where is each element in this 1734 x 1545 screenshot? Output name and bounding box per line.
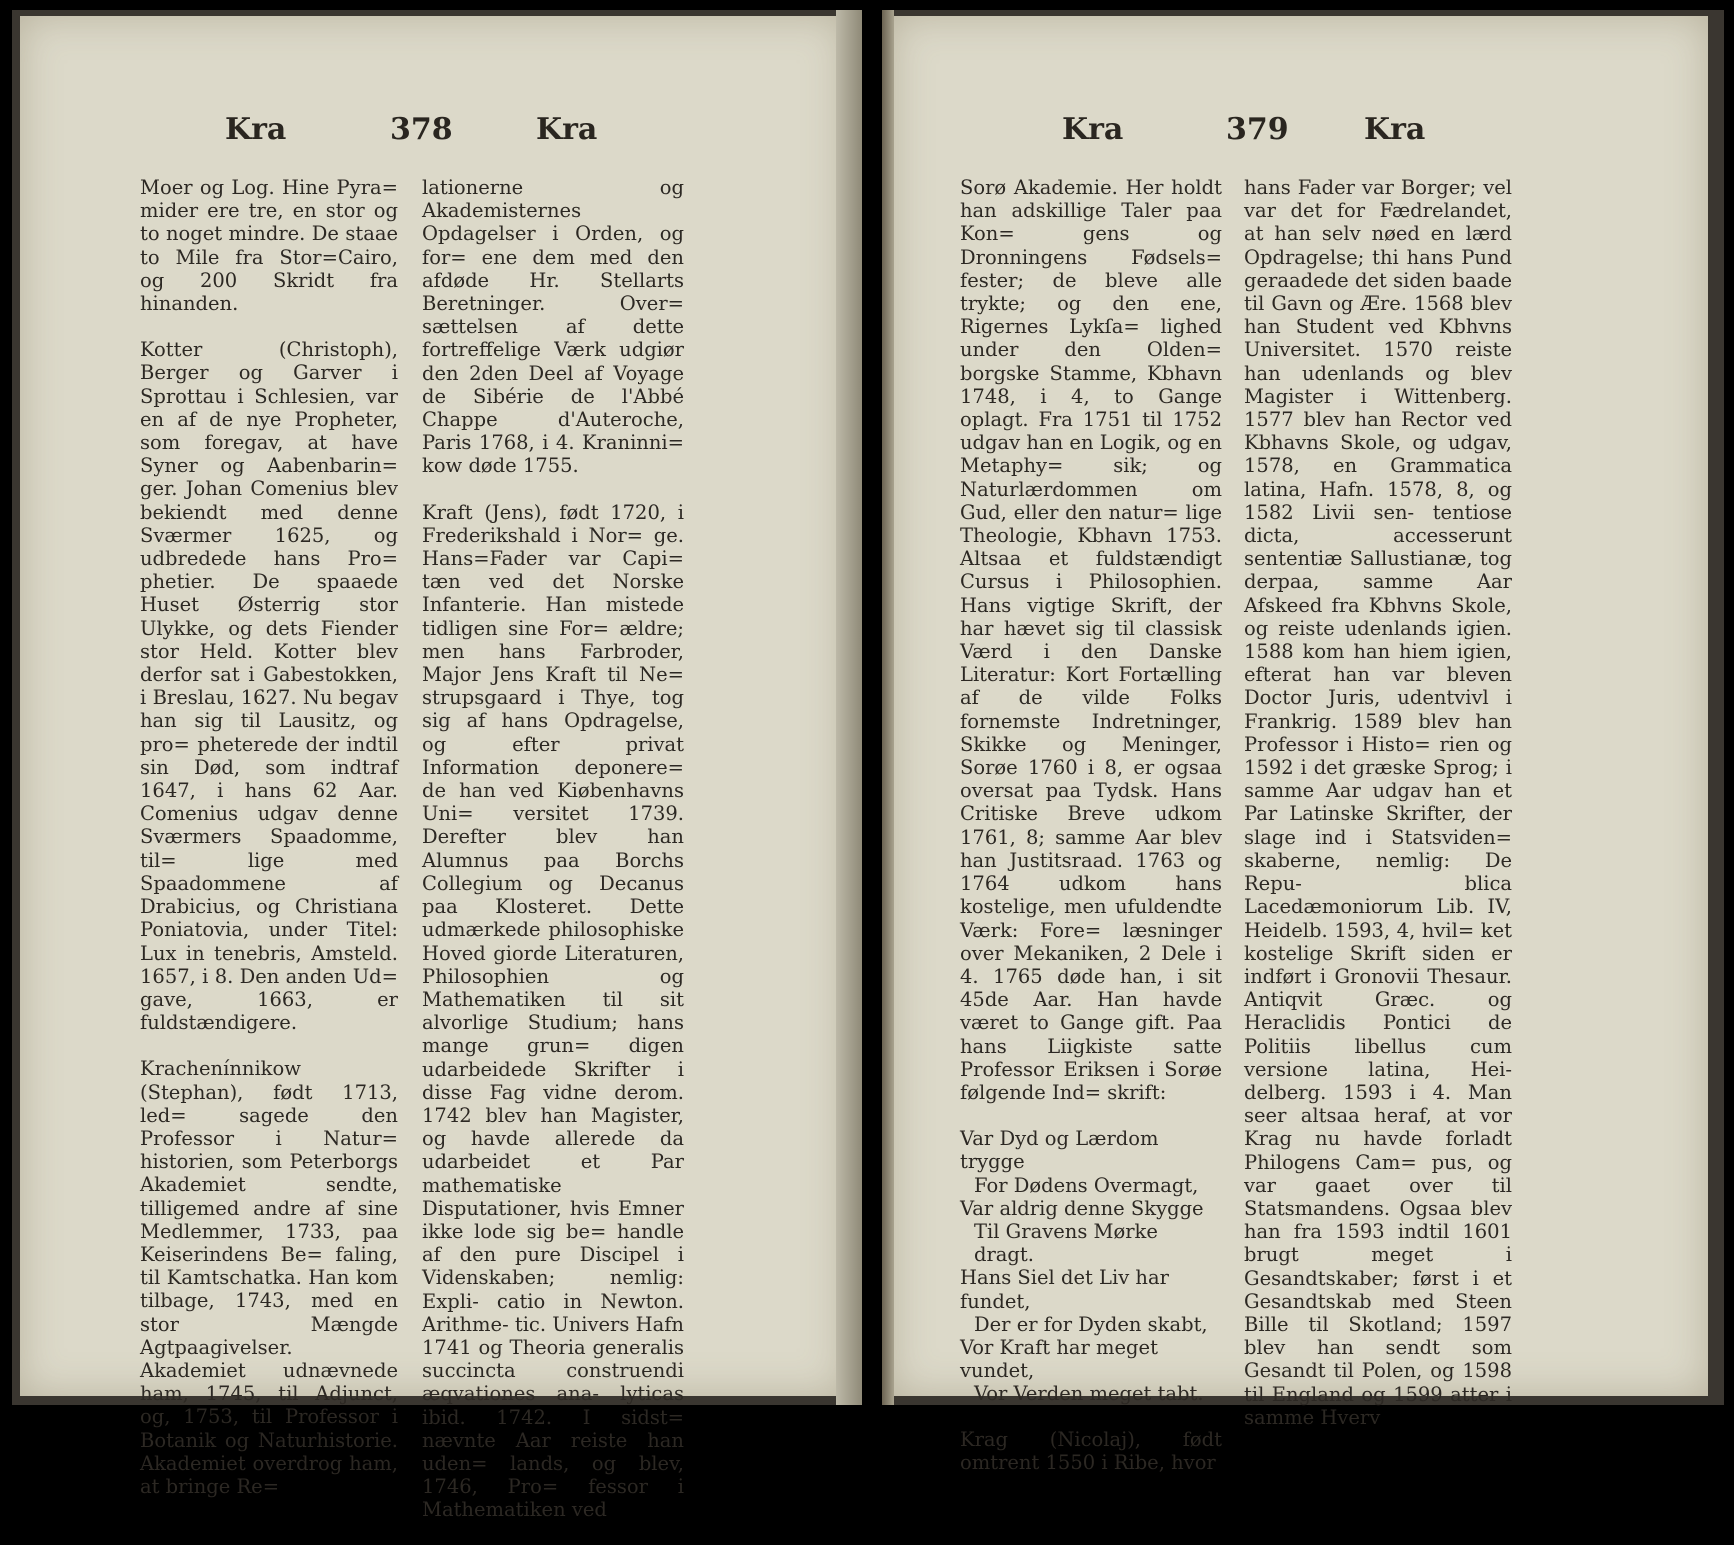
verse-line: Vor Verden meget tabt.	[974, 1382, 1204, 1406]
entry-krachenninikow: Krachenínnikow (Stephan), født 1713, led= sagede den Professor i Natur= historien, som Peterborgs Akademiet sendte, tilligemed andre af sine Medlemmer, 1733, paa Keiserindens Be= faling, til Kamtschatka. Han kom tilbage, 1743, med en stor Mængde Agtpaagivelser. Akademiet udnævnede ham, 1745, til Adjunct, og, 1753, til Professor i Botanik og Naturhistorie. Akademiet overdrog ham, at bringe Re=	[140, 1057, 398, 1498]
paragraph: lationerne og Akademisternes Opdagelser i Orden, og for= ene dem med den afdøde Hr. Stellarts Beretninger. Over= sættelsen af dette fortreffelige Værk udgiør den 2den Deel af Voyage de Sibérie de l'Abbé Chappe d'Auteroche, Paris 1768, i 4. Kraninni= kow døde 1755.	[422, 176, 684, 478]
text-column-2	[422, 176, 684, 1545]
text-column-1	[960, 176, 1222, 1497]
text-column-2	[1244, 176, 1512, 1452]
paragraph: Moer og Log. Hine Pyra= mider ere tre, en stor og to noget mindre. De staae to Mile fra Stor=Cairo, og 200 Skridt fra hinanden.	[140, 176, 398, 316]
book-spine	[836, 10, 862, 1405]
verse-line: Vor Kraft har meget vundet,	[960, 1335, 1158, 1383]
running-head-right: Kra	[536, 112, 598, 147]
page-378	[20, 16, 844, 1522]
epitaph-verse	[960, 1127, 1222, 1405]
book-edge	[882, 10, 894, 1405]
left-page-photo	[12, 10, 862, 1522]
page-379	[892, 16, 1708, 1474]
right-page-photo	[882, 10, 1724, 1474]
verse-line: Var Dyd og Lærdom trygge	[960, 1127, 1159, 1174]
entry-krag: Krag (Nicolaj), født omtrent 1550 i Ribe, hvor	[960, 1427, 1222, 1474]
text-column-1	[140, 176, 398, 1521]
page-number: 378	[390, 112, 453, 147]
page-number: 379	[1226, 112, 1289, 147]
paragraph: Sorø Akademie. Her holdt han adskillige Taler paa Kon= gens og Dronningens Fødsels= fester; de bleve alle trykte; og den ene, Rigernes Lykſa= lighed under den Olden= borgske Stamme, Kbhavn 1748, i 4, to Gange oplagt. Fra 1751 til 1752 udgav han en Logik, og en Metaphy= sik; og Naturlærdommen om Gud, eller den natur= lige Theologie, Kbhavn 1753. Altsaa et fuldstændigt Cursus i Philosophien. Hans vigtige Skrift, der har hævet sig til classisk Værd i den Danske Literatur: Kort Fortælling af de vilde Folks fornemste Indretninger, Skikke og Meninger, Sorøe 1760 i 8, er ogsaa oversat paa Tydsk. Hans Critiske Breve udkom 1761, 8; samme Aar blev han Justitsraad. 1763 og 1764 udkom hans kostelige, men ufuldendte Værk: Fore= læsninger over Mekaniken, 2 Dele i 4. 1765 døde han, i sit 45de Aar. Han havde været to Gange gift. Paa hans Liigkiste satte Professor Eriksen i Sorøe følgende Ind= skrift:	[960, 176, 1222, 1104]
running-head-right: Kra	[1364, 112, 1426, 147]
verse-line: Var aldrig denne Skygge	[960, 1196, 1204, 1220]
entry-kraft: Kraft (Jens), født 1720, i Frederikshald i Nor= ge. Hans=Fader var Capi= tæn ved det Norske Infanterie. Han mistede tidligen sine For= ældre; men hans Farbroder, Major Jens Kraft til Ne= strupsgaard i Thye, tog sig af hans Opdragelse, og efter privat Information deponere= de han ved Kiøbenhavns Uni= versitet 1739. Derefter blev han Alumnus paa Borchs Collegium og Decanus paa Klosteret. Dette udmærkede philosophiske Hoved giorde Literaturen, Philosophien og Mathematiken til sit alvorlige Studium; hans mange grun= digen udarbeidede Skrifter i disse Fag vidne derom. 1742 blev han Magister, og havde allerede da udarbeidet et Par mathematiske Disputationer, hvis Emner ikke lode sig be= handle af den pure Discipel i Videnskaben; nemlig: Expli- catio in Newton. Arithme- tic. Univers Hafn 1741 og Theoria generalis succincta construendi æqvationes ana- lyticas ibid. 1742. I sidst= nævnte Aar reiste han uden= lands, og blev, 1746, Pro= fessor i Mathematiken ved	[422, 500, 684, 1522]
verse-line: Til Gravens Mørke dragt.	[974, 1219, 1158, 1267]
verse-line: Der er for Dyden skabt,	[974, 1312, 1208, 1336]
verse-line: For Dødens Overmagt,	[974, 1173, 1199, 1197]
verse-line: Hans Siel det Liv har fundet,	[960, 1266, 1169, 1313]
entry-kotter: Kotter (Christoph), Berger og Garver i Sprottau i Schlesien, var en af de nye Propheter, som foregav, at have Syner og Aabenbarin= ger. Johan Comenius blev bekiendt med denne Sværmer 1625, og udbredede hans Pro= phetier. De spaaede Huset Østerrig stor Ulykke, og dets Fiender stor Held. Kotter blev derfor sat i Gabestokken, i Breslau, 1627. Nu begav han sig til Lausitz, og pro= pheterede der indtil sin Død, som indtraf 1647, i hans 62 Aar. Comenius udgav denne Sværmers Spaadomme, til= lige med Spaadommene af Drabicius, og Christiana Poniatovia, under Titel: Lux in tenebris, Amsteld. 1657, i 8. Den anden Ud= gave, 1663, er fuldstændigere.	[140, 338, 398, 1035]
paragraph: hans Fader var Borger; vel var det for Fædrelandet, at han selv nøed en lærd Opdragelse; thi hans Pund geraadede det siden baade til Gavn og Ære. 1568 blev han Student ved Kbhvns Universitet. 1570 reiste han udenlands og blev Magister i Wittenberg. 1577 blev han Rector ved Kbhavns Skole, og udgav, 1578, en Grammatica latina, Hafn. 1578, 8, og 1582 Livii sen- tentiose dicta, accesserunt sententiæ Sallustianæ, tog derpaa, samme Aar Afskeed fra Kbhvns Skole, og reiste udenlands igien. 1588 kom han hiem igien, efterat han var bleven Doctor Juris, udentvivl i Frankrig. 1589 blev han Professor i Histo= rien og 1592 i det græske Sprog; i samme Aar udgav han et Par Latinske Skrifter, der slage ind i Statsviden= skaberne, nemlig: De Repu- blica Lacedæmoniorum Lib. IV, Heidelb. 1593, 4, hvil= ket kostelige Skrift siden er indført i Gronovii Thesaur. Antiqvit Græc. og Heraclidis Pontici de Politiis libellus cum versione latina, Hei- delberg. 1593 i 4. Man seer altsaa heraf, at vor Krag nu havde forladt Philogens Cam= pus, og var gaaet over til Statsmandens. Ogsaa blev han fra 1593 indtil 1601 brugt meget i Gesandtskaber; først i et Gesandtskab med Steen Bille til Skotland; 1597 blev han sendt som Gesandt til Polen, og 1598 til England og 1599 atter i samme Hverv	[1244, 176, 1512, 1429]
running-head-left: Kra	[1062, 112, 1124, 147]
running-head-left: Kra	[225, 112, 287, 147]
page-header	[892, 112, 1708, 162]
page-header	[20, 112, 844, 162]
